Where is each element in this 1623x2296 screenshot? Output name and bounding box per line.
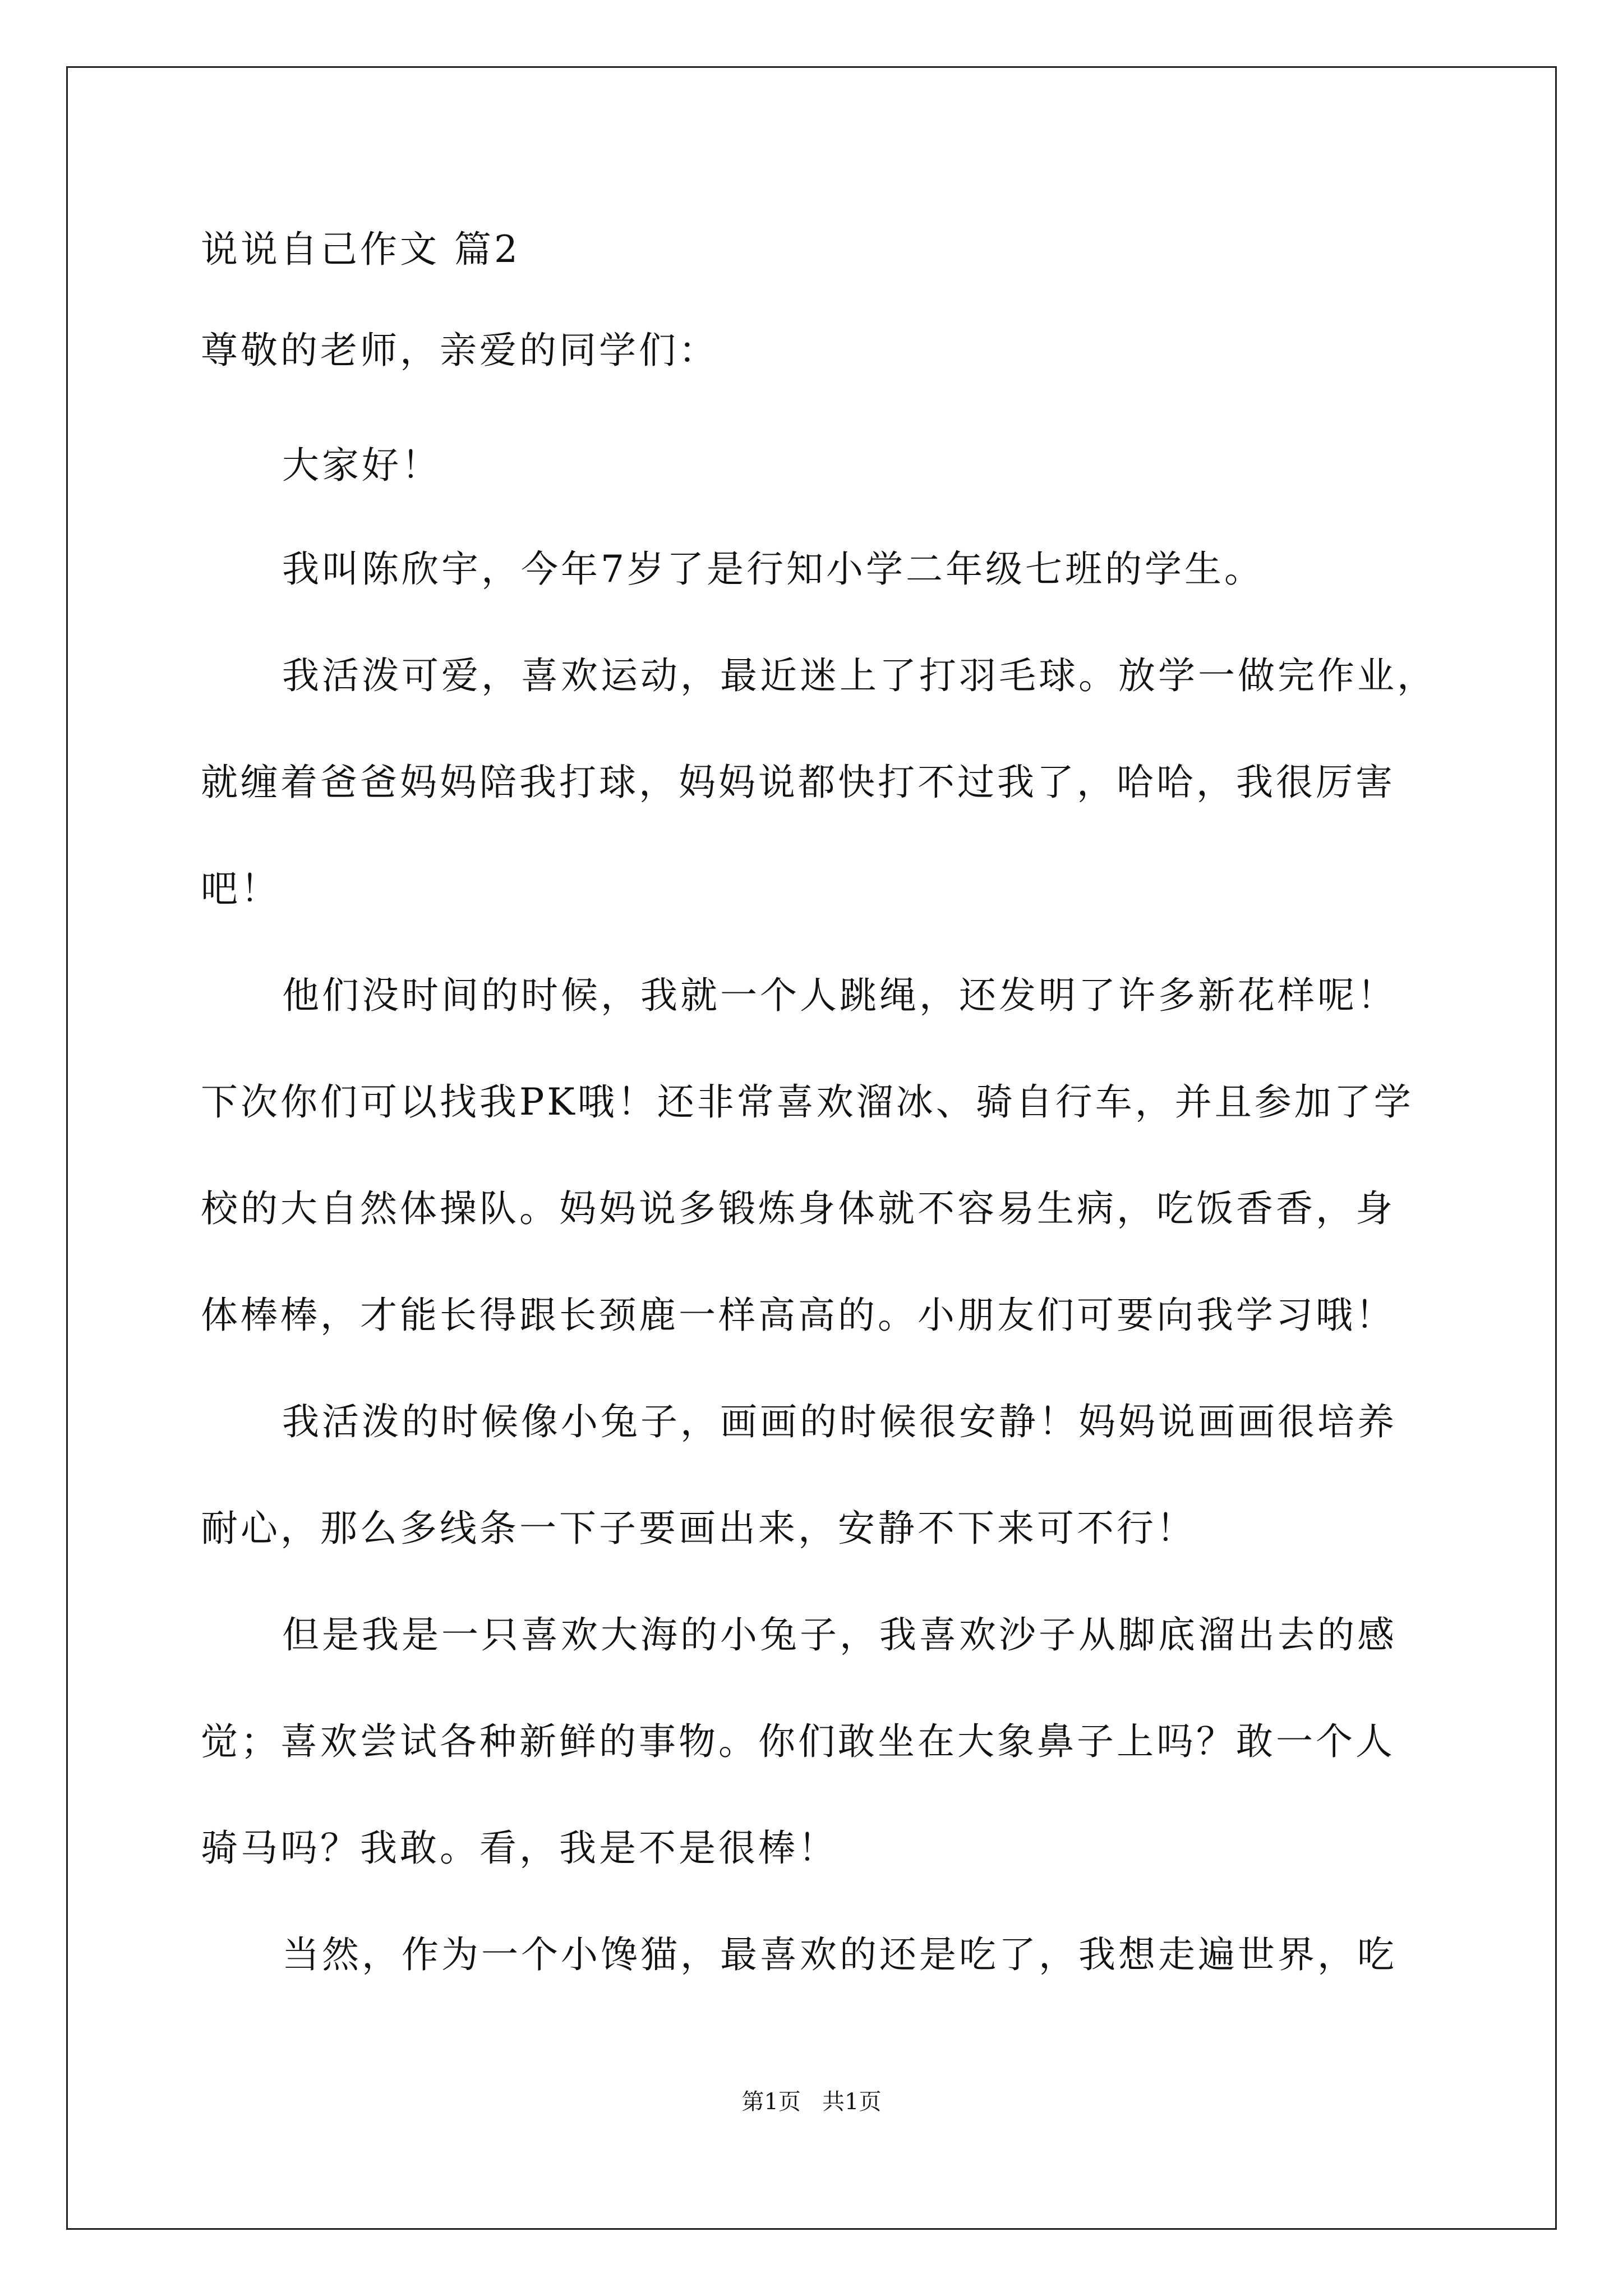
text-line: 他们没时间的时候，我就一个人跳绳，还发明了许多新花样呢！ — [282, 974, 1397, 1017]
text-line: 我活泼的时候像小兔子，画画的时候很安静！妈妈说画画很培养 — [282, 1400, 1397, 1443]
salutation: 尊敬的老师，亲爱的同学们： — [201, 329, 718, 372]
text-line: 大家好！ — [282, 444, 441, 487]
text-line: 校的大自然体操队。妈妈说多锻炼身体就不容易生病，吃饭香香，身 — [201, 1187, 1395, 1230]
text-line: 骑马吗？我敢。看，我是不是很棒！ — [201, 1826, 838, 1870]
text-line: 我活泼可爱，喜欢运动，最近迷上了打羽毛球。放学一做完作业， — [282, 654, 1437, 697]
text-line: 吧！ — [201, 867, 280, 910]
text-line: 我叫陈欣宇，今年7岁了是行知小学二年级七班的学生。 — [282, 547, 1264, 591]
text-line: 耐心，那么多线条一下子要画出来，安静不下来可不行！ — [201, 1507, 1196, 1550]
text-line: 下次你们可以找我PK哦！还非常喜欢溜冰、骑自行车，并且参加了学 — [201, 1080, 1414, 1124]
text-line: 就缠着爸爸妈妈陪我打球，妈妈说都快打不过我了，哈哈，我很厉害 — [201, 761, 1395, 804]
text-line: 当然，作为一个小馋猫，最喜欢的还是吃了，我想走遍世界，吃 — [282, 1933, 1397, 1976]
text-line: 觉；喜欢尝试各种新鲜的事物。你们敢坐在大象鼻子上吗？敢一个人 — [201, 1720, 1395, 1763]
text-line: 但是我是一只喜欢大海的小兔子，我喜欢沙子从脚底溜出去的感 — [282, 1613, 1397, 1657]
essay-title: 说说自己作文 篇2 — [201, 228, 520, 271]
page-border — [66, 66, 1557, 2230]
page-number-footer: 第1页 共1页 — [741, 2089, 882, 2115]
text-line: 体棒棒，才能长得跟长颈鹿一样高高的。小朋友们可要向我学习哦！ — [201, 1294, 1395, 1337]
